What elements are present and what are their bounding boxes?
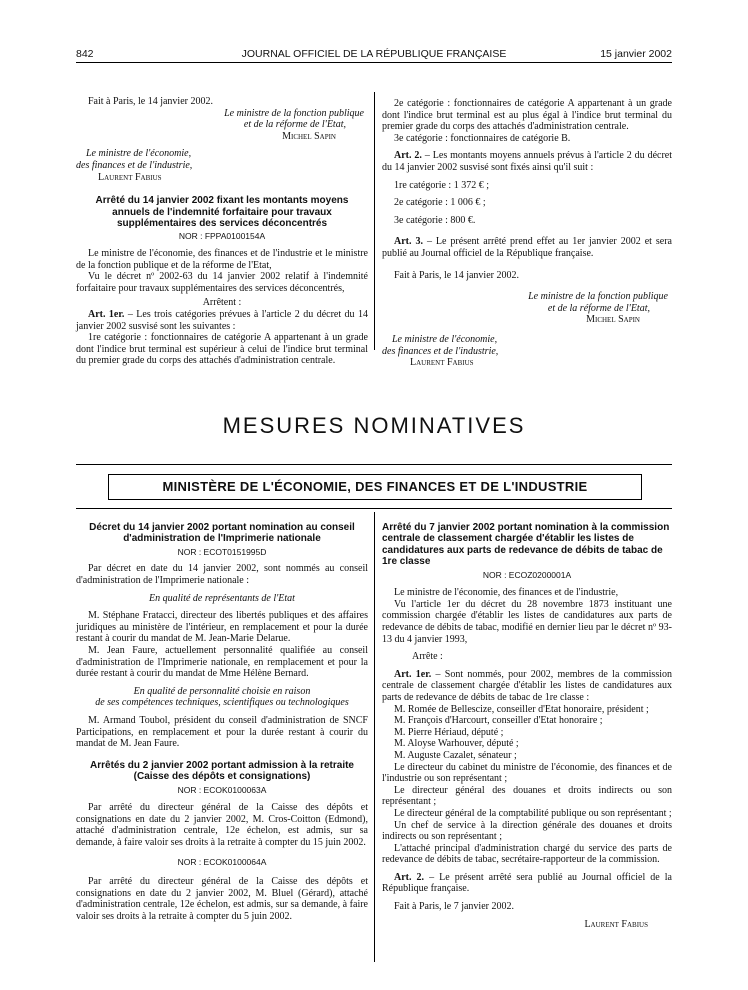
article-text: – Le présent arrêté prend effet au 1er janvier 2002 et sera publié au Journal officiel de la République française. [382,236,672,259]
fait-line: Fait à Paris, le 14 janvier 2002. [88,96,213,107]
fait-line: Fait à Paris, le 7 janvier 2002. [394,901,514,913]
subheading: de ses compétences techniques, scientifiques ou technologiques [95,697,349,709]
member-line: Le directeur du cabinet du ministre de l'économie, des finances et de l'industrie ou son représentant ; [382,761,672,785]
member-line: Un chef de service à la direction générale des douanes et droits indirects ou son représentant ; [382,819,672,843]
article-label: Art. 3. [394,236,423,248]
paragraph: M. Stéphane Fratacci, directeur des libertés publiques et des affaires juridiques au ministère de l'intérieur, en remplacement et pour la durée restant à courir du mandat de M. Jean-Marie Delarue. [76,610,368,645]
minister-signature-name: Michel Sapin [282,130,336,142]
minister-signature-title: Le ministre de l'économie, [86,148,192,160]
top-right-column [382,98,672,369]
minister-signature-title: Le ministre de la fonction publique [224,107,364,119]
section-title: MESURES NOMINATIVES [222,413,526,438]
member-line: M. Aloyse Warhouver, député ; [394,738,519,750]
paragraph: Le ministre de l'économie, des finances et de l'industrie, [394,587,619,599]
amount-line: 2e catégorie : 1 006 € ; [394,197,486,209]
member-line: M. Pierre Hériaud, député ; [394,726,504,738]
article-label: Art. 2. [394,871,425,883]
nor-reference: NOR : ECOT0151995D [177,546,267,557]
minister-signature-title: Le ministre de la fonction publique [528,291,668,303]
fait-line: Fait à Paris, le 14 janvier 2002. [394,269,519,281]
arrete-title: Arrêté du 14 janvier 2002 fixant les montants moyens annuels de l'indemnité forfaitaire pour travaux supplémentaires des services déconcentrés [95,195,349,229]
nor-reference: NOR : ECOK0100064A [177,856,267,867]
member-line: M. Romée de Bellescize, conseiller d'Etat honoraire, président ; [394,703,649,715]
member-line: M. François d'Harcourt, conseiller d'Etat honoraire ; [394,715,603,727]
article-label: Art. 1er. [88,308,125,320]
minister-signature-title: Le ministre de l'économie, [392,333,498,345]
column-divider [374,512,375,962]
paragraph: M. Jean Faure, actuellement personnalité qualifiée au conseil d'administration de l'Imprimerie nationale, en remplacement et pour la durée restant à courir du mandat de Mme Hélène Bernard. [76,644,368,680]
minister-signature-name: Laurent Fabius [98,171,162,183]
category-1: 1re catégorie : fonctionnaires de catégorie A appartenant à un grade dont l'indice brut terminal est supérieur à celui de l'indice brut terminal du premier grade du corps des attachés d'administration centrale. [76,332,368,367]
minister-signature-title: et de la réforme de l'Etat, [243,119,346,131]
member-line: Le directeur général de la comptabilité publique ou son représentant ; [394,807,672,819]
header-rule [76,62,672,63]
member-line: Le directeur général des douanes et droits indirects ou son représentant ; [382,784,672,808]
article-2 [382,150,672,173]
subheading: En qualité de représentants de l'Etat [149,592,295,604]
column-divider [374,92,375,350]
category-2: 2e catégorie : fonctionnaires de catégorie A appartenant à un grade dont l'indice brut terminal est au plus égal à l'indice brut terminal du premier grade du corps des attachés d'administration centrale. [382,98,672,133]
article-label: Art. 2. [394,150,422,162]
top-left-column [76,96,368,367]
signature-name: Laurent Fabius [584,918,648,930]
article-2 [382,872,672,895]
bottom-right-column [382,514,672,930]
arretent-line: Arrêtent : [202,297,242,309]
minister-signature-name: Michel Sapin [586,314,640,326]
article-1 [76,309,368,332]
journal-title: JOURNAL OFFICIEL DE LA RÉPUBLIQUE FRANÇAISE [241,48,507,60]
section-rule [76,464,672,465]
minister-signature-title: des finances et de l'industrie, [76,159,193,171]
subheading: En qualité de personnalité choisie en raison [133,685,311,697]
amount-line: 1re catégorie : 1 372 € ; [394,179,489,191]
category-3: 3e catégorie : fonctionnaires de catégorie B. [394,132,571,144]
paragraph: Par arrêté du directeur général de la Caisse des dépôts et consignations en date du 2 janvier 2002, M. Cros-Coitton (Edmond), attaché d'administration centrale, 12e échelon, est admis, sur sa demande, à faire valoir ses droits à la retraite à compter du 15 juin 2002. [76,802,368,848]
article-text: – Sont nommés, pour 2002, membres de la commission centrale de classement chargée d'établir les listes de candidatures aux parts de redevance de débits de tabac de 1re classe : [382,668,672,703]
article-3 [382,236,672,259]
paragraph: Vu l'article 1er du décret du 28 novembre 1873 instituant une commission chargée d'établir les listes de candidatures aux parts de redevance de débits de tabac, modifié en dernier lieu par le décret nº 93-13 du 4 janvier 1993, [382,598,672,645]
paragraph: Vu le décret nº 2002-63 du 14 janvier 2002 relatif à l'indemnité forfaitaire pour travaux supplémentaires des services déconcentrés, [76,271,368,294]
bottom-left-column [76,514,368,922]
header-date: 15 janvier 2002 [600,48,672,60]
article-text: – Le présent arrêté sera publié au Journal officiel de la République française. [382,871,673,895]
article-text: – Les trois catégories prévues à l'article 2 du décret du 14 janvier 2002 susvisé sont les suivantes : [76,308,368,332]
section-rule [76,508,672,509]
member-line: M. Auguste Cazalet, sénateur ; [394,749,517,761]
decret-title: Décret du 14 janvier 2002 portant nomination au conseil d'administration de l'Imprimerie nationale [89,522,355,545]
paragraph: Le ministre de l'économie, des finances et de l'industrie et le ministre de la fonction publique et de la réforme de l'Etat, [76,247,368,271]
page-number: 842 [76,48,94,60]
arretes-title: Arrêtés du 2 janvier 2002 portant admission à la retraite (Caisse des dépôts et consignations) [90,759,354,783]
minister-signature-title: des finances et de l'industrie, [382,345,499,357]
arrete-line: Arrête : [412,651,443,663]
minister-signature-title: et de la réforme de l'Etat, [547,302,650,314]
nor-reference: NOR : FPPA0100154A [178,231,266,242]
article-label: Art. 1er. [394,668,432,680]
member-line: L'attaché principal d'administration chargé du service des parts de redevance de débits de tabac, secrétaire-rapporteur de la commission. [382,842,672,866]
article-1 [382,669,672,704]
paragraph: M. Armand Toubol, président du conseil d'administration de SNCF Participations, en remplacement et pour la durée restant à courir du mandat de M. Jean Faure. [76,714,368,750]
paragraph: Par arrêté du directeur général de la Caisse des dépôts et consignations en date du 2 janvier 2002, M. Bluel (Gérard), attaché d'administration centrale, 12e échelon, est admis, sur sa demande, à faire valoir ses droits à la retraite à compter du 5 juin 2002. [76,876,368,922]
ministry-box: MINISTÈRE DE L'ÉCONOMIE, DES FINANCES ET DE L'INDUSTRIE [108,474,642,500]
arrete-title: Arrêté du 7 janvier 2002 portant nomination à la commission centrale de classement chargée d'établir les listes de candidatures aux parts de redevance de débits de tabac de 1re classe [382,522,670,568]
amount-line: 3e catégorie : 800 €. [394,214,476,226]
minister-signature-name: Laurent Fabius [410,357,474,369]
nor-reference: NOR : ECOZ0200001A [482,569,572,580]
article-text: – Les montants moyens annuels prévus à l'article 2 du décret du 14 janvier 2002 susvisé sont fixés ainsi qu'il suit : [382,150,672,173]
nor-reference: NOR : ECOK0100063A [177,784,267,795]
paragraph: Par décret en date du 14 janvier 2002, sont nommés au conseil d'administration de l'Imprimerie nationale : [76,563,368,586]
